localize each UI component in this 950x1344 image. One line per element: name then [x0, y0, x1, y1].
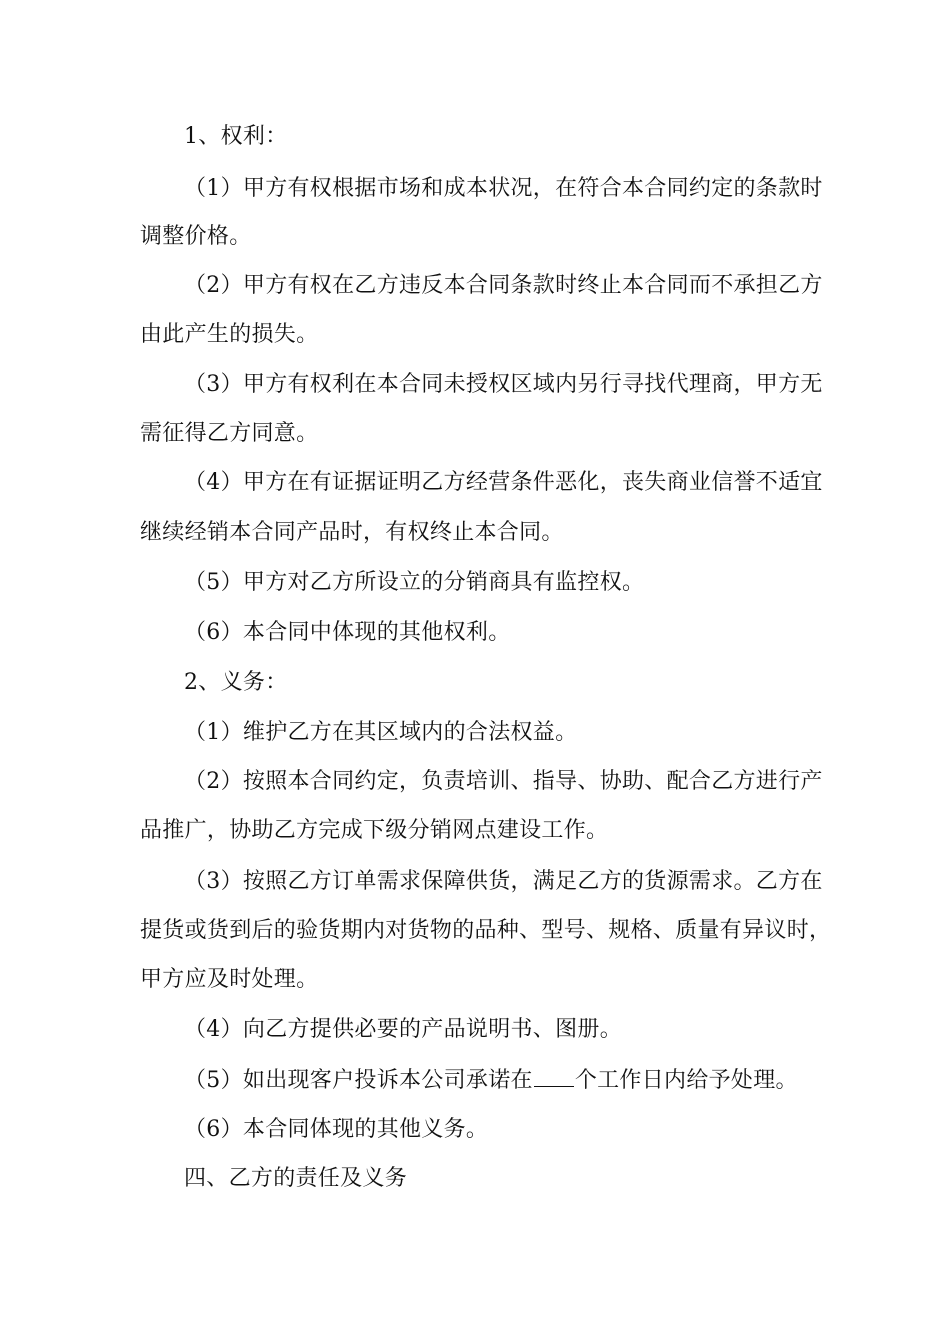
- fill-in-blank[interactable]: [534, 1066, 574, 1087]
- duties-item-2-line-2: 品推广，协助乙方完成下级分销网点建设工作。: [140, 818, 609, 843]
- duties-item-2-line-1: （2）按照本合同约定，负责培训、指导、协助、配合乙方进行产: [184, 769, 823, 794]
- duties-item-4: （4）向乙方提供必要的产品说明书、图册。: [184, 1017, 622, 1042]
- duties-item-6: （6）本合同体现的其他义务。: [184, 1117, 489, 1142]
- rights-item-3-line-1: （3）甲方有权利在本合同未授权区域内另行寻找代理商，甲方无: [184, 372, 823, 397]
- duties-item-5: [184, 1065, 812, 1097]
- rights-item-6: （6）本合同中体现的其他权利。: [184, 620, 511, 645]
- duties-item-1: （1）维护乙方在其区域内的合法权益。: [184, 720, 578, 745]
- duties-item-3-line-1: （3）按照乙方订单需求保障供货，满足乙方的货源需求。乙方在: [184, 869, 823, 894]
- rights-item-1-line-1: （1）甲方有权根据市场和成本状况，在符合本合同约定的条款时: [184, 176, 823, 201]
- duties-item-3-line-3: 甲方应及时处理。: [140, 967, 319, 992]
- duties-item-5-text-before-blank: （5）如出现客户投诉本公司承诺在: [184, 1068, 533, 1093]
- rights-item-4-line-1: （4）甲方在有证据证明乙方经营条件恶化，丧失商业信誉不适宜: [184, 470, 823, 495]
- duties-item-5-text-after-blank: 个工作日内给予处理。: [574, 1068, 798, 1093]
- rights-item-3-line-2: 需征得乙方同意。: [140, 421, 319, 446]
- section-four-heading: 四、乙方的责任及义务: [184, 1166, 408, 1191]
- rights-item-1-line-2: 调整价格。: [140, 224, 252, 249]
- duties-heading: 2、义务：: [184, 670, 288, 695]
- rights-item-2-line-1: （2）甲方有权在乙方违反本合同条款时终止本合同而不承担乙方: [184, 273, 823, 298]
- rights-item-5: （5）甲方对乙方所设立的分销商具有监控权。: [184, 570, 645, 595]
- rights-item-2-line-2: 由此产生的损失。: [140, 322, 319, 347]
- rights-item-4-line-2: 继续经销本合同产品时，有权终止本合同。: [140, 520, 564, 545]
- rights-heading: 1、权利：: [184, 124, 288, 149]
- duties-item-3-line-2: 提货或货到后的验货期内对货物的品种、型号、规格、质量有异议时，: [140, 918, 832, 943]
